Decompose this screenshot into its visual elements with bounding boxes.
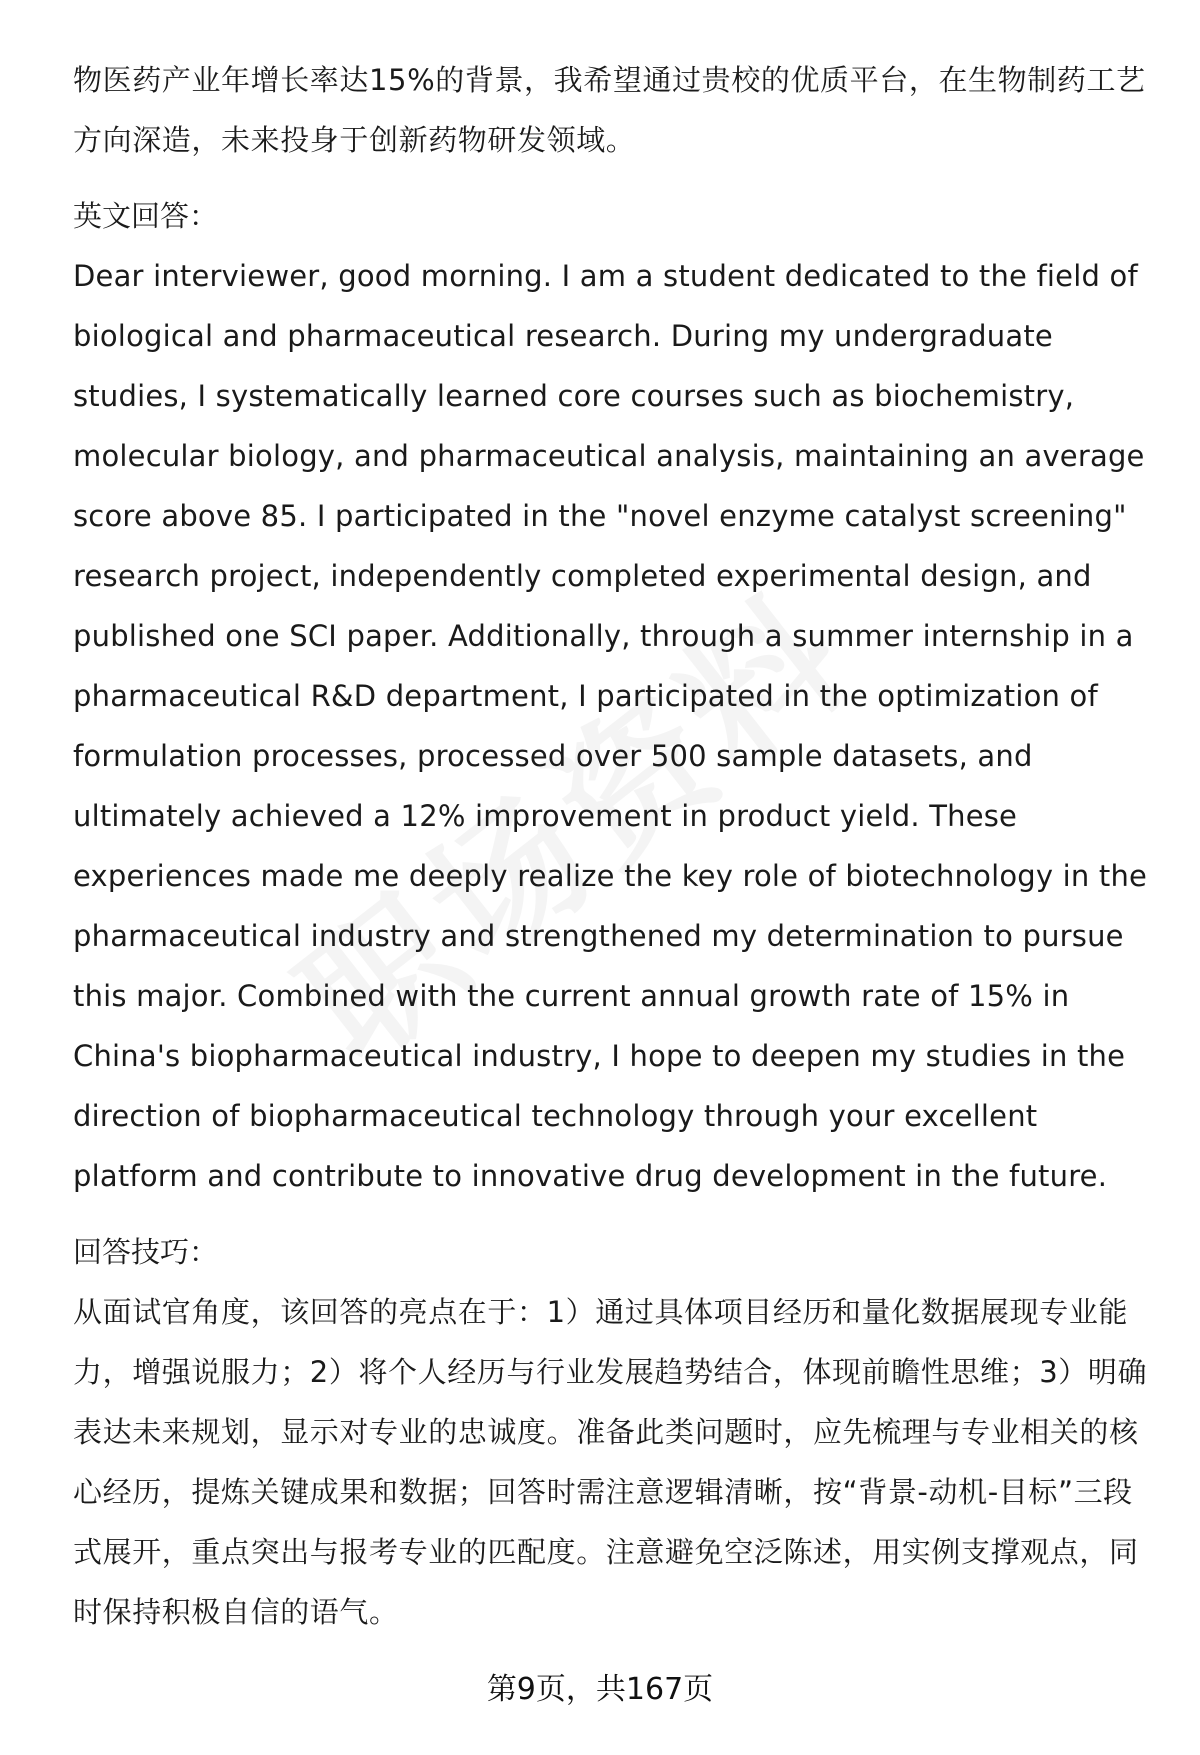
english-answer-paragraph: Dear interviewer, good morning. I am a student dedicated to the field of biological and pharmaceutical research. During my undergraduate studies, I systematically learned core courses such as biochemistry, molecular biology, and pharmaceutical analysis, maintaining an average score above 85. I participated in the "novel enzyme catalyst screening" research project, independently completed experimental design, and published one SCI paper. Additionally, through a summer internship in a pharmaceutical R&D department, I participated in the optimization of formulation processes, processed over 500 sample datasets, and ultimately achieved a 12% improvement in product yield. These experiences made me deeply realize the key role of biotechnology in the pharmaceutical industry and strengthened my determination to pursue this major. Combined with the current annual growth rate of 15% in China's biopharmaceutical industry, I hope to deepen my studies in the direction of biopharmaceutical technology through your excellent platform and contribute to innovative drug development in the future. [73,259,1148,1193]
spacer [73,170,1153,186]
tips-heading: 回答技巧： [73,1235,219,1269]
document-body [73,50,1153,1642]
page-indicator: 第9页，共167页 [486,1672,714,1707]
tips-paragraph: 从面试官角度，该回答的亮点在于：1）通过具体项目经历和量化数据展现专业能力，增强说服力；2）将个人经历与行业发展趋势结合，体现前瞻性思维；3）明确表达未来规划，显示对专业的忠诚度。准备此类问题时，应先梳理与专业相关的核心经历，提炼关键成果和数据；回答时需注意逻辑清晰，按“背景-动机-目标”三段式展开，重点突出与报考专业的匹配度。注意避免空泛陈述，用实例支撑观点，同时保持积极自信的语气。 [73,1295,1148,1629]
intro-paragraph: 物医药产业年增长率达15%的背景，我希望通过贵校的优质平台，在生物制药工艺方向深造，未来投身于创新药物研发领域。 [73,63,1146,157]
spacer [73,1206,1153,1222]
english-answer-heading: 英文回答： [73,199,219,233]
